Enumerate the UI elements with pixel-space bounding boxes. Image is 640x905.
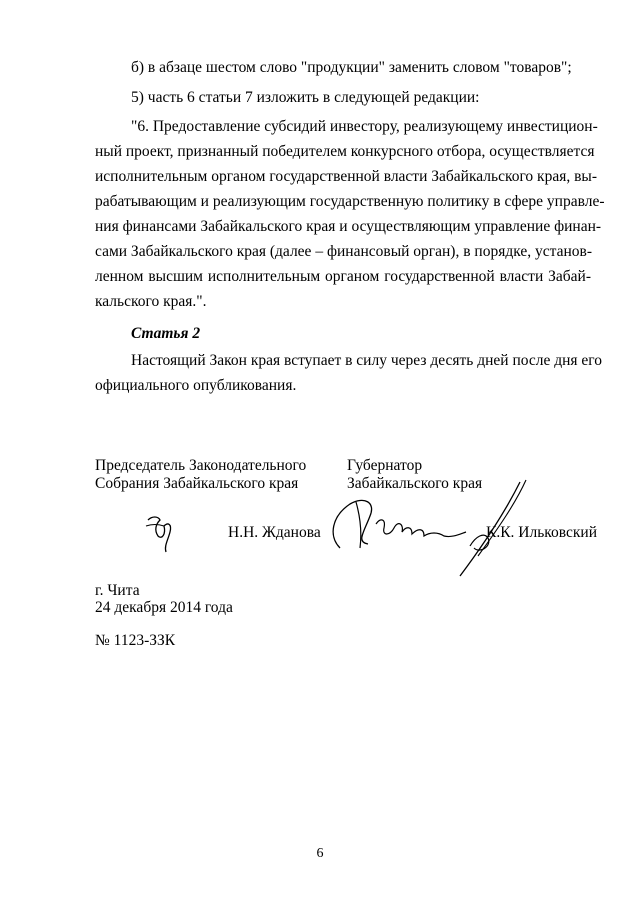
paragraph-line: рабатывающим и реализующим государственную политику в сфере управле- [95, 193, 605, 210]
law-number: № 1123-ЗЗК [95, 632, 176, 649]
paragraph-line: кальского края.". [95, 293, 207, 310]
paragraph-line: исполнительным органом государственной власти Забайкальского края, вы- [95, 168, 597, 185]
right-signatory-title-line1: Губернатор [347, 457, 423, 474]
paragraph-line: ный проект, признанный победителем конкурсного отбора, осуществляется [95, 143, 595, 160]
article-heading: Статья 2 [131, 325, 201, 342]
left-signatory-name: Н.Н. Жданова [228, 524, 321, 541]
left-handwritten-signature [140, 510, 180, 555]
city: г. Чита [95, 582, 140, 599]
paragraph-line: ленном высшим исполнительным органом государственной власти Забай- [95, 268, 591, 285]
article-text-line: Настоящий Закон края вступает в силу через десять дней после дня его [131, 352, 603, 369]
left-signatory-title-line1: Председатель Законодательного [95, 457, 307, 474]
article-text-line: официального опубликования. [95, 377, 297, 394]
paragraph-line: сами Забайкальского края (далее – финансовый орган), в порядке, установ- [95, 243, 592, 260]
paragraph-line: "6. Предоставление субсидий инвестору, реализующему инвестицион- [131, 118, 598, 135]
right-signatory-title-line2: Забайкальского края [347, 475, 483, 492]
right-signatory-name: К.К. Ильковский [486, 524, 598, 541]
amendment-line-b: б) в абзаце шестом слово "продукции" заменить словом "товаров"; [131, 59, 572, 76]
page-number: 6 [316, 846, 324, 861]
amendment-line-5: 5) часть 6 статьи 7 изложить в следующей редакции: [131, 89, 480, 106]
left-signatory-title-line2: Собрания Забайкальского края [95, 475, 299, 492]
signing-date: 24 декабря 2014 года [95, 599, 233, 616]
paragraph-line: ния финансами Забайкальского края и осуществляющим управление финан- [95, 218, 602, 235]
